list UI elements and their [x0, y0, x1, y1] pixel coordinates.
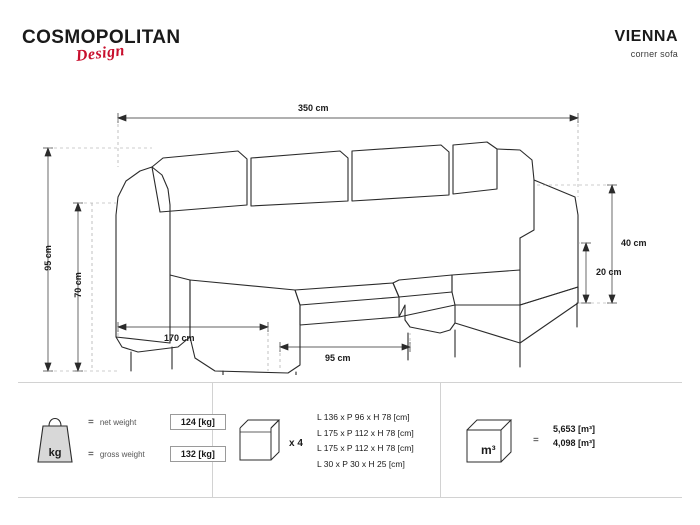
volume-panel [441, 382, 682, 497]
net-weight-row [82, 414, 226, 430]
volume-cube-icon [459, 410, 521, 473]
volume-value-item: 4,098 [m³] [553, 438, 596, 448]
weight-bag-icon [34, 408, 76, 471]
package-dimensions-list [317, 410, 414, 472]
svg-text:m³: m³ [481, 443, 496, 457]
dim-height-total: 95 cm [43, 245, 53, 271]
package-dimension-item: L 136 x P 96 x H 78 [cm] [317, 412, 410, 422]
package-dimension-item: L 175 x P 112 x H 78 [cm] [317, 443, 414, 453]
gross-weight-value: 132 [kg] [170, 446, 226, 462]
gross-weight-row [82, 446, 226, 462]
divider-bottom [18, 497, 682, 498]
volume-values [553, 422, 595, 450]
net-weight-label: net weight [99, 417, 137, 427]
brand-script: Design [74, 42, 126, 65]
package-dimension-item: L 175 x P 112 x H 78 [cm] [317, 427, 414, 438]
weights-panel [18, 382, 215, 497]
product-info [615, 28, 678, 59]
package-dimension-item: L 30 x P 30 x H 25 [cm] [317, 458, 405, 469]
net-equals: = [88, 416, 94, 428]
product-name: VIENNA [614, 28, 678, 45]
product-type: corner sofa [630, 49, 678, 59]
dim-seat-height: 70 cm [73, 272, 83, 298]
dim-chaise-height: 20 cm [596, 267, 622, 277]
volume-equals: = [533, 435, 539, 446]
dim-width-total: 350 cm [298, 103, 329, 113]
sofa-drawing-svg [0, 75, 700, 375]
dim-depth-left: 170 cm [164, 333, 195, 343]
gross-weight-label: gross weight [99, 449, 145, 459]
svg-text:kg: kg [48, 447, 62, 459]
brand-logo [22, 28, 272, 66]
dim-arm-height: 40 cm [621, 238, 647, 248]
gross-equals: = [88, 448, 94, 460]
brand-name: COSMOPOLITAN [22, 27, 181, 48]
package-count: x 4 [289, 438, 303, 449]
dim-depth-right: 95 cm [325, 353, 351, 363]
technical-drawing [0, 75, 700, 375]
net-weight-value: 124 [kg] [170, 414, 226, 430]
package-box-icon [231, 410, 281, 473]
volume-value-item: 5,653 [m³] [553, 424, 596, 434]
packages-panel [213, 382, 440, 497]
